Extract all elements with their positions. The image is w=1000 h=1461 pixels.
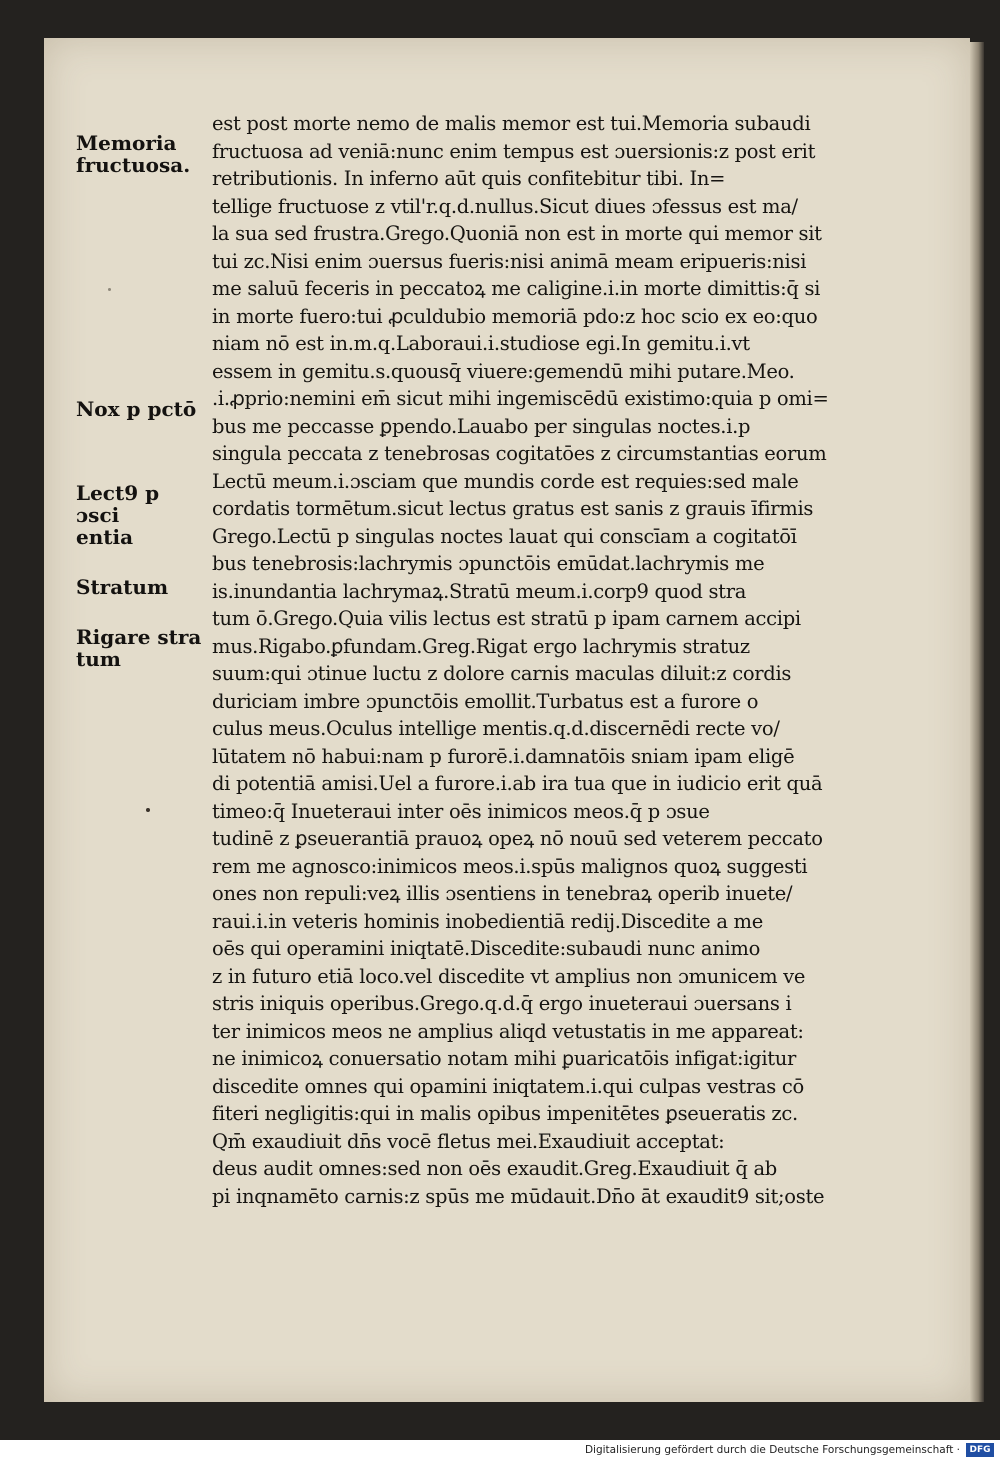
marginal-note-rigare: Rigare stra tum <box>76 625 202 671</box>
text-line: raui.i.in veteris hominis inobedientiā redij.Discedite a me <box>212 909 763 933</box>
text-line: stris iniquis operibus.Grego.q.d.q̄ ergo inueteraui ɔuersans i <box>212 992 792 1015</box>
text-line: duriciam imbre ɔpunctōis emollit.Turbatus est a furore o <box>212 689 759 713</box>
digitization-footer <box>0 1440 1000 1461</box>
text-line: est post morte nemo de malis memor est tui.Memoria subaudi <box>212 112 811 135</box>
text-line: pi inqnamēto carnis:z spūs me mūdauit.Dn̄o āt exaudit9 sit;oste <box>212 1184 825 1208</box>
text-line: deus audit omnes:sed non oēs exaudit.Greg.Exaudiuit q̄ ab <box>212 1157 777 1180</box>
text-line: me saluū feceris in peccatoꝝ me caligine.i.in morte dimittis:q̄ si <box>212 277 821 300</box>
text-line: Grego.Lectū p singulas noctes lauat qui conscīam a cogitatōī <box>212 524 797 548</box>
dfg-logo[interactable]: DFG <box>966 1443 994 1457</box>
text-line: timeo:q̄ Inueteraui inter oēs inimicos meos.q̄ p ɔsue <box>212 799 710 823</box>
ink-speck <box>146 808 150 812</box>
main-text-block <box>212 110 880 1210</box>
text-line: ne inimicoꝝ conuersatio notam mihi ꝑuaricatōis infigat:igitur <box>212 1047 797 1070</box>
text-line: discedite omnes qui opamini iniqtatem.i.qui culpas vestras cō <box>212 1074 804 1098</box>
ink-speck <box>108 288 111 291</box>
text-line: bus tenebrosis:lachrymis ɔpunctōis emūdat.lachrymis me <box>212 552 765 575</box>
text-line: suum:qui ɔtinue luctu z dolore carnis maculas diluit:z cordis <box>212 662 792 685</box>
text-line: retributionis. In inferno aūt quis confitebitur tibi. In= <box>212 167 726 190</box>
marginal-note-lectus: Lect9 p ɔsci entia <box>76 481 160 549</box>
text-line: ones non repuli:veꝝ illis ɔsentiens in tenebraꝝ operib inuete/ <box>212 882 793 905</box>
text-line: .i.ꝓprio:nemini em̄ sicut mihi ingemiscēdū existimo:quia p omi= <box>212 387 829 410</box>
marginal-note-nox: Nox p pctō <box>76 397 197 421</box>
text-line: is.inundantia lachrymaꝝ.Stratū meum.i.corp9 quod stra <box>212 579 747 603</box>
marginal-note-memoria: Memoria fructuosa. <box>76 131 191 177</box>
text-line: mus.Rigabo.ꝑfundam.Greg.Rigat ergo lachrymis stratuz <box>212 634 750 658</box>
text-line: niam nō est in.m.q.Laboraui.i.studiose egi.In gemitu.i.vt <box>212 332 750 355</box>
funding-credit: Digitalisierung gefördert durch die Deutsche Forschungsgemeinschaft · <box>584 1444 960 1456</box>
marginal-note-stratum: Stratum <box>76 575 169 599</box>
text-line: tudinē z ꝑseuerantiā prauoꝝ opeꝝ nō nouū sed veterem peccato <box>212 827 823 850</box>
text-line: cordatis tormētum.sicut lectus gratus est sanis z grauis īfirmis <box>212 497 814 520</box>
text-line: di potentiā amisi.Uel a furore.i.ab ira tua que in iudicio erit quā <box>212 772 823 795</box>
text-line: ter inimicos meos ne amplius aliqd vetustatis in me appareat: <box>212 1019 804 1043</box>
page-edge <box>970 42 984 1402</box>
text-line: lūtatem nō habui:nam p furorē.i.damnatōis sniam ipam eligē <box>212 744 795 768</box>
text-line: la sua sed frustra.Grego.Quoniā non est in morte qui memor sit <box>212 222 822 245</box>
text-line: fructuosa ad veniā:nunc enim tempus est ɔuersionis:z post erit <box>212 139 816 163</box>
text-line: rem me agnosco:inimicos meos.i.spūs malignos quoꝝ suggesti <box>212 854 808 878</box>
text-line: Qm̄ exaudiuit dn̄s vocē fletus mei.Exaudiuit acceptat: <box>212 1129 725 1153</box>
text-line: tui zc.Nisi enim ɔuersus fueris:nisi animā meam eripueris:nisi <box>212 249 807 273</box>
text-line: singula peccata z tenebrosas cogitatōes z circumstantias eorum <box>212 442 827 465</box>
text-line: in morte fuero:tui ꝓculdubio memoriā pdo:z hoc scio ex eo:quo <box>212 304 818 328</box>
text-line: essem in gemitu.s.quousq̄ viuere:gemendū mihi putare.Meo. <box>212 359 795 383</box>
text-line: Lectū meum.i.ɔsciam que mundis corde est requies:sed male <box>212 469 799 493</box>
text-line: culus meus.Oculus intellige mentis.q.d.discernēdi recte vo/ <box>212 717 780 740</box>
text-line: oēs qui operamini iniqtatē.Discedite:subaudi nunc animo <box>212 937 761 960</box>
text-line: bus me peccasse ꝑpendo.Lauabo per singulas noctes.i.p <box>212 414 751 438</box>
text-line: tum ō.Grego.Quia vilis lectus est stratū p ipam carnem accipi <box>212 607 801 630</box>
text-line: z in futuro etiā loco.vel discedite vt amplius non ɔmunicem ve <box>212 964 806 988</box>
text-line: tellige fructuose z vtil'r.q.d.nullus.Sicut diues ɔfessus est ma/ <box>212 194 798 218</box>
text-line: fiteri negligitis:qui in malis opibus impenitētes ꝑseueratis zc. <box>212 1102 798 1125</box>
